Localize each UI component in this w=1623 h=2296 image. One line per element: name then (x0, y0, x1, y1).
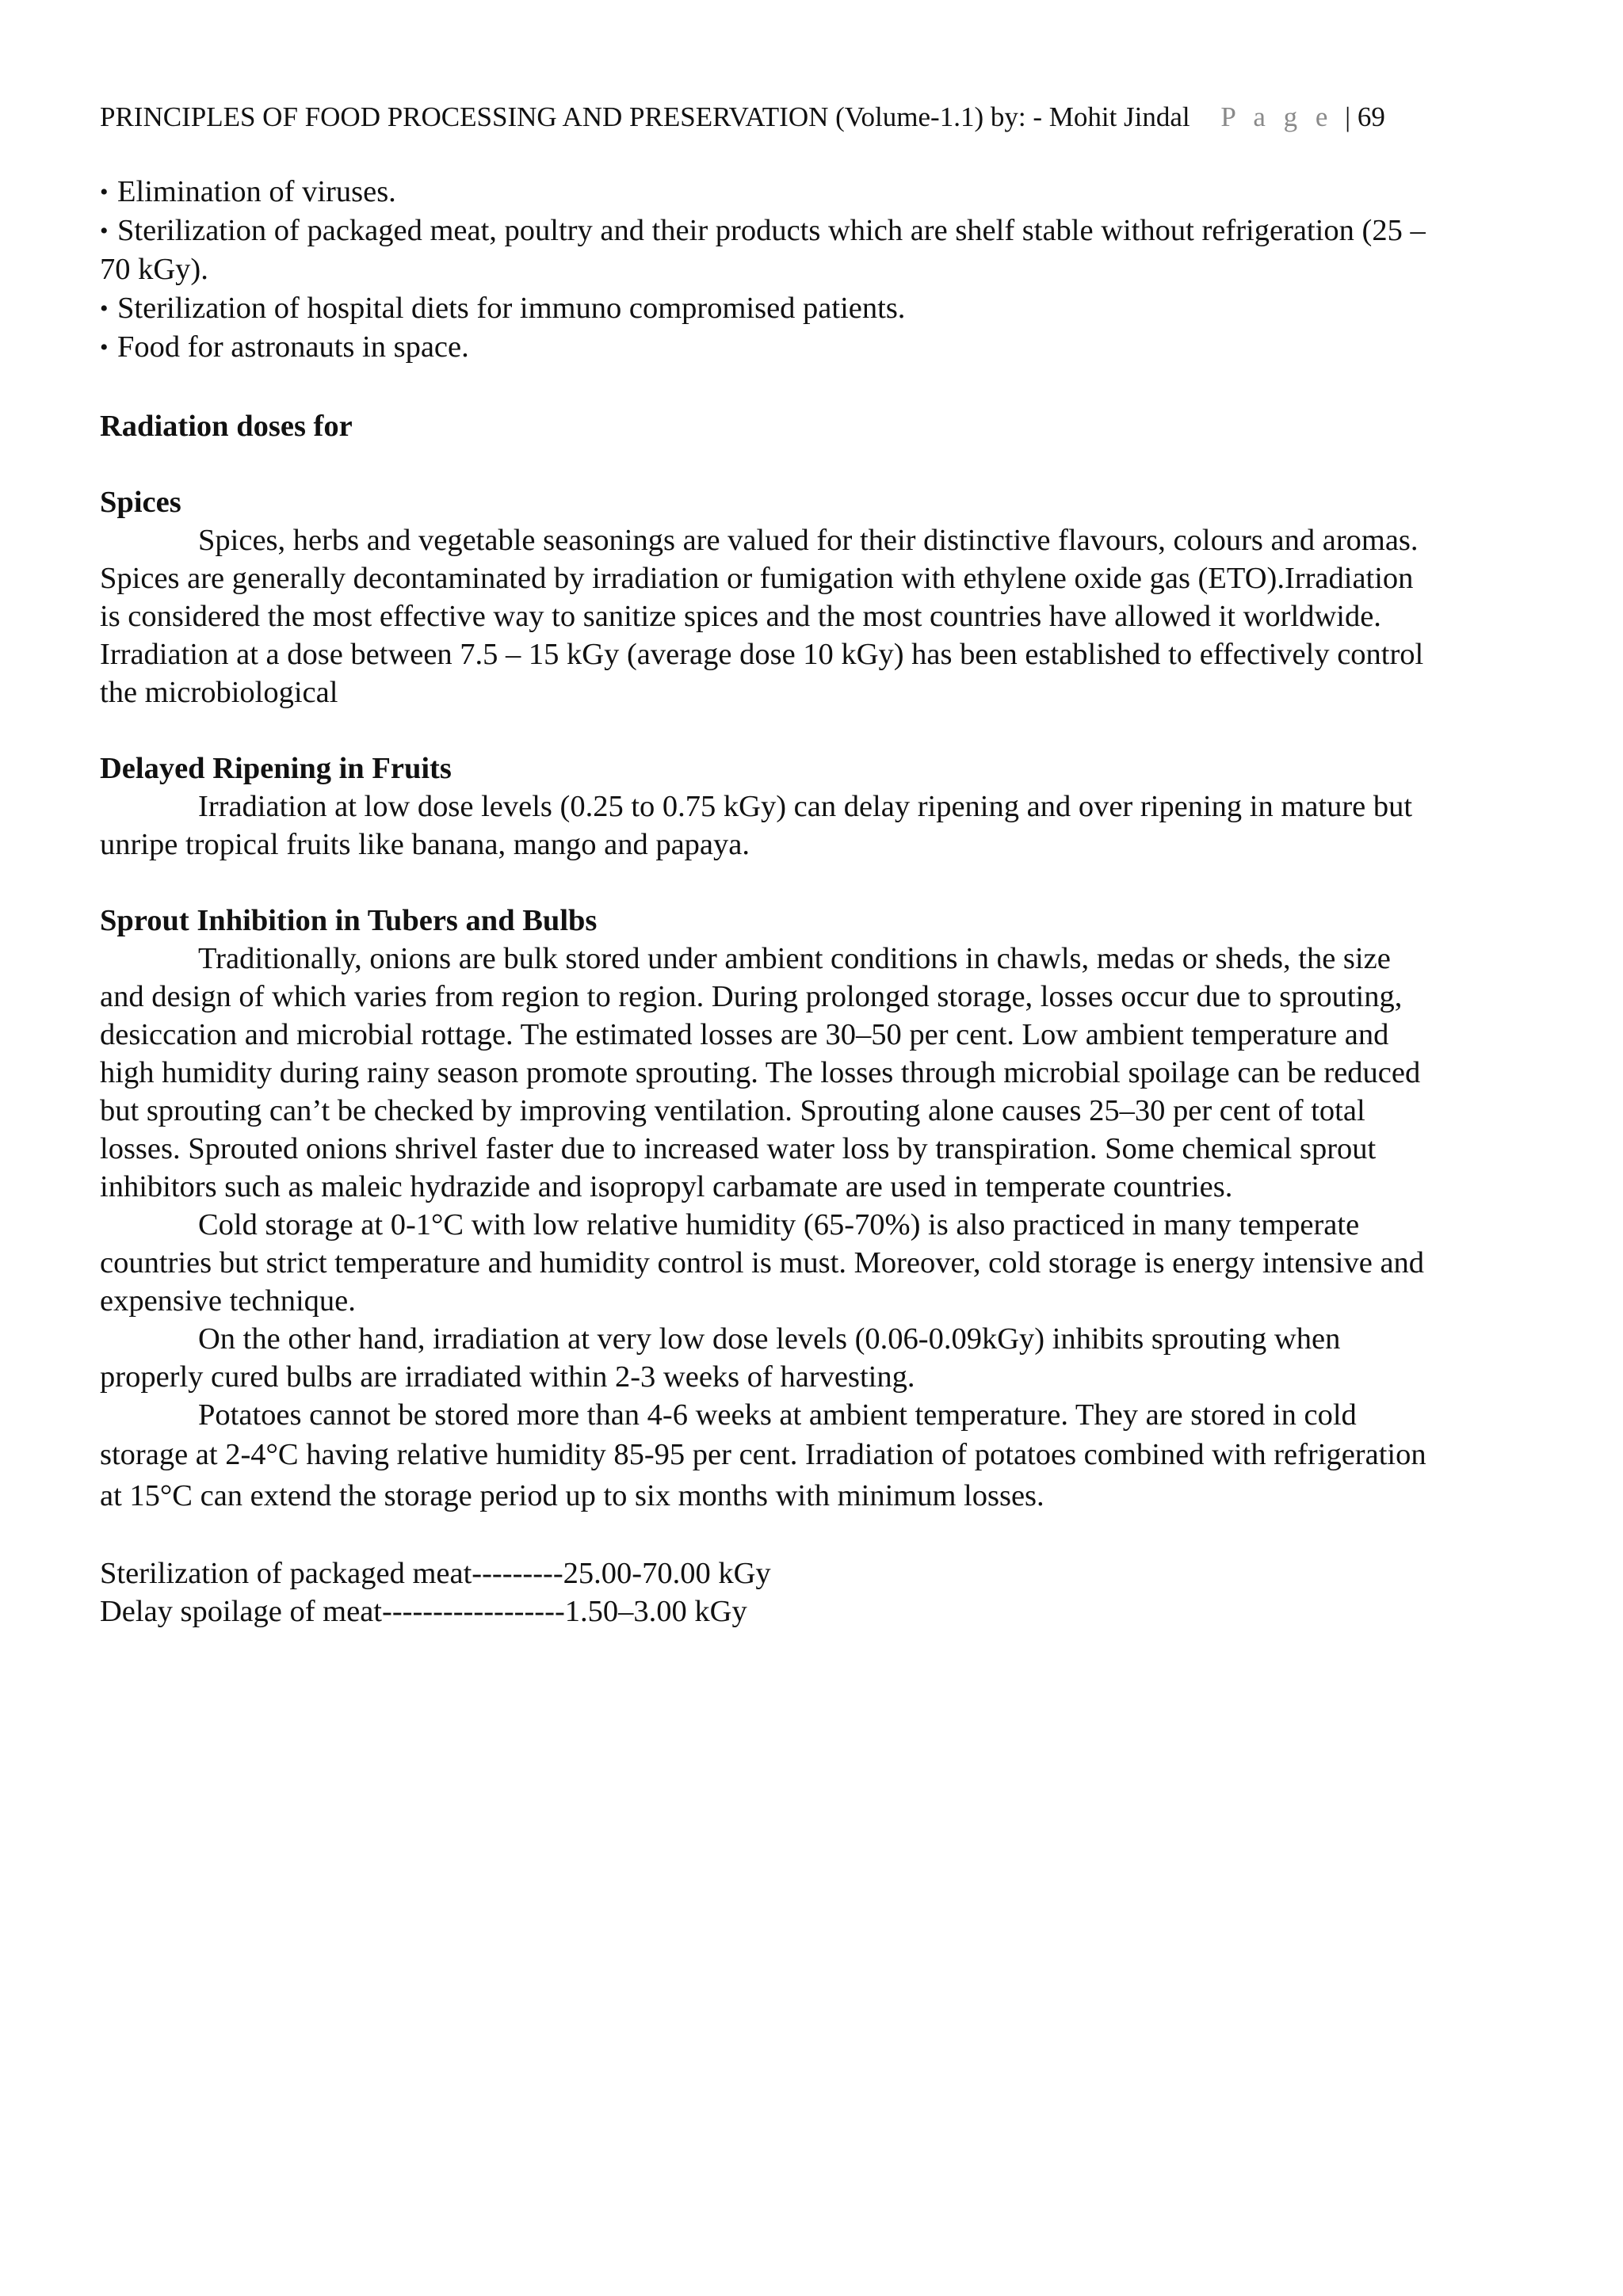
section-heading-sprout: Sprout Inhibition in Tubers and Bulbs (100, 904, 598, 937)
paragraph-line: and design of which varies from region to region. During prolonged storage, losses occur due to sprouting, (100, 980, 1403, 1013)
section-heading-spices: Spices (100, 486, 181, 519)
paragraph-line: countries but strict temperature and humidity control is must. Moreover, cold storage is energy intensive and (100, 1246, 1425, 1280)
bullet-icon: • (100, 218, 109, 244)
bullet-text: Elimination of viruses. (117, 175, 396, 208)
paragraph-line: expensive technique. (100, 1284, 356, 1318)
bullet-icon: • (100, 334, 109, 360)
paragraph-line: Irradiation at low dose levels (0.25 to 0.75 kGy) can delay ripening and over ripening in mature but (198, 790, 1413, 823)
paragraph-line: Cold storage at 0-1°C with low relative humidity (65-70%) is also practiced in many temperate (198, 1208, 1360, 1241)
section-heading-radiation: Radiation doses for (100, 410, 353, 443)
list-item (100, 212, 1426, 250)
paragraph-line: desiccation and microbial rottage. The estimated losses are 30–50 per cent. Low ambient temperature and (100, 1018, 1389, 1051)
paragraph-line: high humidity during rainy season promote sprouting. The losses through microbial spoilage can be reduced (100, 1056, 1421, 1089)
header-title: PRINCIPLES OF FOOD PROCESSING AND PRESERVATION (Volume-1.1) by: - Mohit Jindal (100, 101, 1190, 132)
paragraph-line: storage at 2-4°C having relative humidity 85-95 per cent. Irradiation of potatoes combined with refrigeration (100, 1438, 1426, 1471)
paragraph-line: the microbiological (100, 676, 338, 709)
page-label: P a g e (1220, 101, 1334, 132)
paragraph-line: Spices are generally decontaminated by irradiation or fumigation with ethylene oxide gas (ETO).Irradiation (100, 562, 1414, 595)
paragraph-line: is considered the most effective way to sanitize spices and the most countries have allowed it worldwide. (100, 600, 1381, 633)
paragraph-line: losses. Sprouted onions shrivel faster due to increased water loss by transpiration. Some chemical sprout (100, 1132, 1377, 1165)
list-item (100, 328, 469, 367)
bullet-text: Sterilization of hospital diets for immuno compromised patients. (117, 292, 906, 325)
bullet-text: Sterilization of packaged meat, poultry and their products which are shelf stable without refrigeration (25 – (117, 214, 1426, 247)
page-number: 69 (1357, 101, 1385, 132)
page-separator: | (1345, 101, 1351, 132)
running-header (100, 98, 1385, 136)
bullet-icon: • (100, 179, 109, 205)
paragraph-line: unripe tropical fruits like banana, mango and papaya. (100, 828, 750, 861)
list-item (100, 289, 905, 328)
paragraph-line: Spices, herbs and vegetable seasonings are valued for their distinctive flavours, colours and aromas. (198, 524, 1419, 557)
bullet-icon: • (100, 296, 109, 322)
paragraph-line: On the other hand, irradiation at very low dose levels (0.06-0.09kGy) inhibits sprouting when (198, 1322, 1341, 1356)
bullet-continuation: 70 kGy). (100, 253, 208, 286)
paragraph-line: Potatoes cannot be stored more than 4-6 weeks at ambient temperature. They are stored in cold (198, 1398, 1357, 1432)
dose-line: Delay spoilage of meat------------------1.50–3.00 kGy (100, 1595, 747, 1628)
paragraph-line: Traditionally, onions are bulk stored under ambient conditions in chawls, medas or sheds, the size (198, 942, 1391, 975)
list-item (100, 173, 396, 212)
dose-line: Sterilization of packaged meat---------25.00-70.00 kGy (100, 1557, 771, 1590)
paragraph-line: at 15°C can extend the storage period up to six months with minimum losses. (100, 1479, 1044, 1512)
paragraph-line: but sprouting can’t be checked by improving ventilation. Sprouting alone causes 25–30 per cent of total (100, 1094, 1365, 1127)
section-heading-ripening: Delayed Ripening in Fruits (100, 752, 452, 785)
paragraph-line: properly cured bulbs are irradiated within 2-3 weeks of harvesting. (100, 1360, 915, 1394)
paragraph-line: Irradiation at a dose between 7.5 – 15 kGy (average dose 10 kGy) has been established to effectively control (100, 638, 1424, 671)
bullet-text: Food for astronauts in space. (117, 330, 469, 364)
paragraph-line: inhibitors such as maleic hydrazide and isopropyl carbamate are used in temperate countries. (100, 1170, 1233, 1203)
